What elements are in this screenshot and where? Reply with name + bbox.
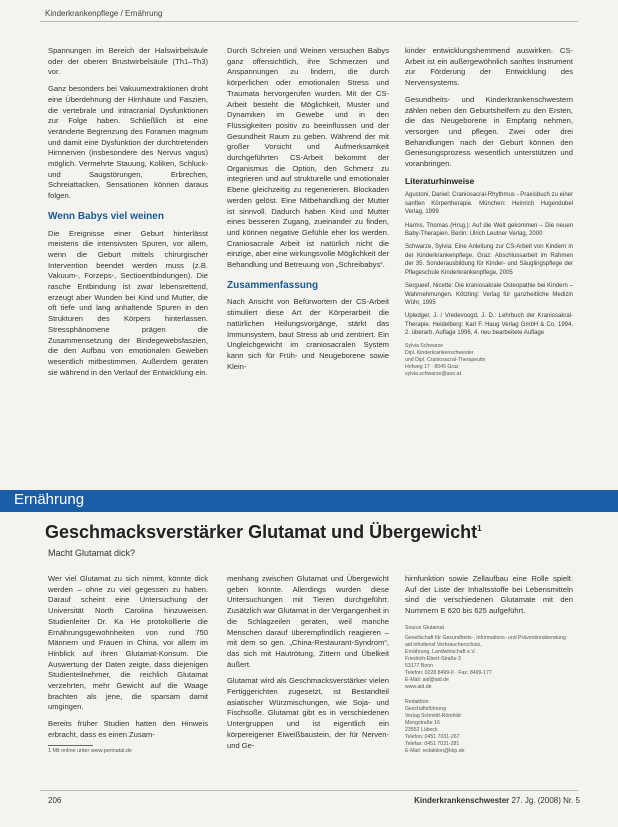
- paragraph: Ganz besonders bei Vakuumextraktionen droht eine Überdehnung der Hirnhäute und Faszien, die vertebrale und intracranial Dysfunktionen zur Folge haben. Schließlich ist eine veränderte Begrenzung des Foramen magnum und damit eine Dysfunktion der durchtretenden Hirnnerven (insbesondere des Nervus vagus) möglich. Vermehrte Stauung, Koliken, Schluck- und Saugstörungen, Erbrechen, Schreiattacken, Sensationen können daraus folgen.: [48, 84, 208, 201]
- paragraph: Durch Schreien und Weinen versuchen Babys ganz offensichtlich, ihre Schmerzen und Anspannungen zu lindern, die durch körperlichen oder emotionalen Stress und Traumata hervorgerufen wurden. Mit der CS-Arbeit besteht die Möglichkeit, Muster und Dynamiken im Gewebe und in den Flüssigkeiten positiv zu beeinflussen und der Gesundheit Raum zu geben. Während der mit großer Vorsicht und Aufmerksamkeit durchgeführten CS-Arbeit bekommt der Organismus die Option, den Schmerz zu integrieren und auf strukturelle und emotionaler Ebene gleichzeitig zu regenerieren. Blockaden werden gelöst. Eine Mitbehandlung der Mutter ist sinnvoll. Dadurch haben Kind und Mutter eines besseren Zugang, zueinander zu finden, und können negative Gefühle eher los werden. Craniosacrale Arbeit ist natürlich nicht die einzige, aber eine wirkungsvolle Möglichkeit der Behandlung und Betreuung von „Schreibabys“.: [227, 46, 389, 270]
- section-band: [0, 490, 618, 512]
- article-title: [45, 522, 482, 543]
- header-rule: [40, 21, 578, 22]
- editor-line: Telefax: 0451 7031-281: [405, 740, 460, 747]
- editor-block: [405, 699, 573, 755]
- top-column-2: [227, 46, 389, 378]
- journal-footer: [414, 796, 580, 805]
- source-line: Gesellschaft für Gesundheits-, Informations- und Präventionsberatung: [405, 634, 566, 641]
- literature-heading: Literaturhinweise: [405, 175, 475, 186]
- running-header: Kinderkrankenpflege / Ernährung: [45, 9, 163, 18]
- section-band-label: Ernährung: [14, 491, 85, 508]
- article-subtitle: Macht Glutamat dick?: [48, 548, 136, 558]
- journal-name: Kinderkrankenschwester: [414, 796, 510, 805]
- footnote: 1 Mit online unter www.perinatal.de: [48, 748, 132, 754]
- paragraph: kinder entwicklungshemmend auswirken. CS-Arbeit ist ein außergewöhnlich sanftes Instrument zur Förderung der Entwicklung des Nervensystems.: [405, 46, 573, 88]
- source-line: Telefon: 0228 8499-0 · Fax: 8499-177: [405, 669, 492, 676]
- paragraph: Glutamat wird als Geschmacksverstärker vielen Fertiggerichten zugesetzt, ist Bestandteil asiatischer Würzmischungen, wie Soja- und Fischsoße. Glutamat gibt es in verschiedenen Untergruppen und ist eigentlich ein körpereigener Eiweißbaustein, der für Nerven- und Ge-: [227, 676, 389, 750]
- article-column-1: [48, 574, 208, 747]
- source-label: Source Glutamat: [405, 624, 444, 631]
- paragraph: menhang zwischen Glutamat und Übergewicht geben könnte. Allerdings wurden diese Untersuchungen mit Tieren durchgeführt. Zusätzlich war Glutamat in der Vergangenheit in die Schlagzeilen geraten, weil manche Menschen darauf überempfindlich reagieren – mit dem so gen. „China-Restaurant-Syndrom“, das sich mit Hautrötung, Zittern und Übelkeit äußert.: [227, 574, 389, 669]
- top-column-1: [48, 46, 208, 384]
- literature-item: Sergueef, Nicette: Die kraniosakrale Osteopathie bei Kindern – Wahrnehmungen. Kötzting: Verlag für ganzheitliche Medizin Wühr, 1995: [405, 283, 573, 306]
- editor-line: Verlag Schmidt-Römhild: [405, 712, 461, 719]
- section-heading-babys: Wenn Babys viel weinen: [48, 210, 164, 222]
- paragraph: Bereits früher Studien hatten den Hinweis erbracht, dass es einen Zusam-: [48, 719, 208, 739]
- top-column-3: [405, 46, 573, 378]
- literature-item: Upledger, J. / Vredevoogd, J. D.: Lehrbuch der Kraniosakral-Therapie. Heidelberg: Karl F. Haug Verlag GmbH & Co, 1994, 2. überarb. Auflage 1996, 4. neu bearbeitete Auflage: [405, 313, 573, 337]
- section-heading-zusammenfassung: Zusammenfassung: [227, 279, 319, 291]
- source-line: 53177 Bonn: [405, 662, 433, 669]
- paragraph: hirnfunktion sowie Zellaufbau eine Rolle spielt. Auf der Liste der Inhaltsstoffe bei Lebensmitteln sind die verschiedenen Glutamate mit den Nummern E 620 bis 625 aufgeführt.: [405, 574, 573, 616]
- literature-item: Schwarze, Sylvia: Eine Anleitung zur CS-Arbeit von Kindern in der Kinderkrankenpflege, Graz: Abschlussarbeit im Rahmen der 35. Sonderausbildung für Kinder- und Säuglingspflege der Pflegeschule Kinderkrankenpflege, 2005: [405, 244, 573, 276]
- source-block: [405, 625, 573, 691]
- author-line: Sylvia Schwarze: [405, 342, 444, 349]
- author-line: Dipl. Kinderkrankenschwester: [405, 349, 474, 356]
- page-number: 206: [48, 796, 62, 805]
- source-line: aid infodienst Verbraucherschutz,: [405, 641, 482, 648]
- paragraph: Die Ereignisse einer Geburt hinterlässt meistens die intensivsten Spuren, vor allem, wenn die Geburt mittels chirurgischer Intervention beendet werden muss (z.B. Vakuum-, Forzeps-, Sectioentbindungen). Die rasche Entbindung ist zwar lebensrettend, erzeugt aber Wunden bei Kind und Mutter, die oft tiefe und lang anhaltende Spuren in den Strukturen des Körpers hinterlassen. Stressphänomene prägen die Zusammensetzung der Bindegewebsfaszien, die den Aufbau von emotionalen Geweben wesentlich mitbestimmen. Außerdem geraten sie während in den Verlauf der Entwicklung ein.: [48, 228, 208, 377]
- literature-item: Harms, Thomas (Hrsg.): Auf die Welt gekommen – Die neuen Baby-Therapien. Berlin: Ulrich Leutner Verlag, 2000: [405, 222, 573, 238]
- paragraph: Gesundheits- und Kinderkrankenschwestern zählen neben den Geburtshelfern zu den Ersten, die das Neugeborene in Empfang nehmen, versorgen und pflegen. Zwei oder drei Behandlungen nach der Geburt können den Genesungsprozess wesentlich unterstützen und voranbringen.: [405, 94, 573, 169]
- article-column-3: [405, 574, 573, 755]
- editor-line: Mengstraße 16: [405, 719, 440, 726]
- source-line: Ernährung, Landwirtschaft e.V.: [405, 648, 476, 655]
- author-line: und Dipl. Craniosacral-Therapeutin: [405, 356, 486, 363]
- literature-list: [405, 191, 573, 337]
- author-line: sylvia.schwarze@aon.at: [405, 370, 462, 377]
- editor-line: Geschäftsführung: [405, 705, 446, 712]
- paragraph: Nach Ansicht von Befürwortern der CS-Arbeit stimuliert diese Art der Körperarbeit die natürlichen Heilungsvorgänge, stärkt das Immunsystem, baut Stress ab und zentriert. Ein Ungleichgewicht im craniosacralen System kann sich für Früh- und Neugeborene sowie Klein-: [227, 297, 389, 371]
- editor-line: E-Mail: redaktion@kkp.de: [405, 747, 465, 754]
- editor-line: Telefon: 0451 7031-267: [405, 733, 460, 740]
- editor-line: Redaktion:: [405, 698, 430, 705]
- source-line: www.aid.de: [405, 683, 432, 690]
- footnote-rule: [48, 745, 93, 746]
- author-line: Hofweg 17 · 8045 Graz: [405, 363, 459, 370]
- title-footnote-mark: 1: [477, 524, 482, 533]
- editor-line: 23552 Lübeck: [405, 726, 438, 733]
- source-line: Friedrich-Ebert-Straße 3: [405, 655, 461, 662]
- source-line: E-Mail: aid@aid.de: [405, 676, 449, 683]
- author-block: [405, 343, 573, 378]
- article-title-text: Geschmacksverstärker Glutamat und Übergewicht: [45, 522, 478, 542]
- paragraph: Spannungen im Bereich der Halswirbelsäule oder der oberen Brustwirbelsäule (Th1–Th3) vor.: [48, 46, 208, 77]
- literature-item: Agustoni, Daniel: Craniosacral-Rhythmus - Praxisbuch zu einer sanften Körpertherapie. München: Heinrich Hugendubel Verlag, 1999: [405, 192, 573, 216]
- footer-rule: [40, 790, 578, 791]
- paragraph: Wer viel Glutamat zu sich nimmt, könnte dick werden – ohne zu viel gegessen zu haben. Darauf scheint eine Untersuchung der Universität North Carolina hinzuweisen. Studienleiter Dr. Ka He protokollierte die Ernährungsgewohnheiten von rund 750 Männern und Frauen in China, vor allem im Hinblick auf ihren Glutamat-Konsum. Die Auswertung der Daten zeigte, dass diejenigen Studienteilnehmer, die reichlich Glutamat verzehrten, mehr Gewicht auf die Waage brachten als jene, die sparsam damit umgingen.: [48, 574, 208, 712]
- article-column-2: [227, 574, 389, 757]
- journal-issue: 27. Jg. (2008) Nr. 5: [511, 796, 580, 805]
